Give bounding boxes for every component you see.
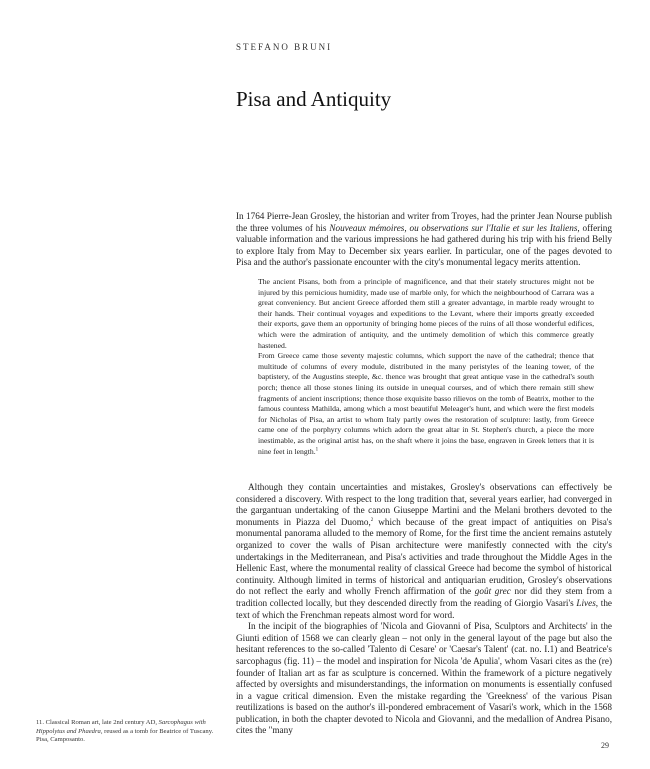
page-number: 29 <box>601 741 609 750</box>
intro-text-b: , offering valuable information and the various impressions he had gathered during his trip with his friend Belly to explore Italy from May to December six years earlier. In particular, one of the pages devoted to Pisa and the author's passionate encounter with the city's monumental legacy merits attention. <box>236 222 612 268</box>
body-paragraph-2: In the incipit of the biographies of 'Nicola and Giovanni of Pisa, Sculptors and Architects' in the Giunti edition of 1568 we can clearly glean – not only in the general layout of the page but also the hesitant references to the so-called 'Talento di Cesare' or 'Caesar's Talent' (cat. no. I.1) and Beatrice's sarcophagus (fig. 11) – the model and inspiration for Nicola 'de Apulia', whom Vasari cites as the (re) founder of Italian art as far as sculpture is concerned. Within the framework of a picture negatively affected by oversights and misunderstandings, the information on monuments is essentially confused in a vague critical dimension. Even the mistake regarding the 'Greekness' of the various Pisan reutilizations is based on the author's ill-pondered embracement of Vasari's work, which in the 1568 publication, in both the chapter devoted to Nicola and Giovanni, and the medallion of Andrea Pisano, cites the "many <box>236 621 612 736</box>
intro-text-a: In 1764 Pierre-Jean Grosley, the historian and writer from Troyes, had the printer Jean Nourse publish the three volumes of his <box>236 211 612 233</box>
quote-paragraph-2 <box>258 351 594 457</box>
footnote-ref-2: 2 <box>370 517 374 523</box>
figure-caption <box>36 719 216 745</box>
body-p1-text-c: nor did they stem from a tradition collected locally, but they descended directly from the reading of Giorgio Vasari's <box>236 586 612 608</box>
main-body <box>236 482 612 737</box>
body-p1-italic-gout-grec: goût grec <box>474 586 511 597</box>
body-paragraph-1 <box>236 482 612 621</box>
author-name: STEFANO BRUNI <box>236 42 333 52</box>
body-p1-text-d: , the text of which the Frenchman repeats almost word for word. <box>236 597 612 620</box>
quote-paragraph-1: The ancient Pisans, both from a principle of magnificence, and that their stately structures might not be injured by this pernicious humidity, made use of marble only, for which the neighbourhood of Carrara was a great conveniency. But ancient Greece afforded them still a greater advantage, in marble ready wrought to their hands. Their continual voyages and expeditions to the Levant, where their imports greatly exceeded their exports, gave them an opportunity of bringing home pieces of the ruins of all those wonderful edifices, which were the admiration of antiquity, and the untimely demolition of which this commerce greatly hastened. <box>258 277 594 350</box>
body-p1-italic-lives: Lives <box>576 597 596 608</box>
intro-paragraph <box>236 211 612 269</box>
body-p1-text-b: which because of the great impact of antiquities on Pisa's monumental panorama alluded to the memory of Rome, for the first time the ancient remains astutely organized to cover the walls of Pisan architecture were manifestly connected with the city's undertakings in the Mediterranean, and Pisa's activities and trade throughout the Middle Ages in the Hellenic East, where the monumental reality of classical Greece had become the symbol of historical continuity. Although limited in terms of historical and antiquarian erudition, Grosley's observations do not reflect the early and wholly French affirmation of the <box>236 516 613 597</box>
article-title: Pisa and Antiquity <box>236 87 392 111</box>
body-p1-text-a: Although they contain uncertainties and mistakes, Grosley's observations can effectively be considered a discovery. With respect to the long tradition that, several years earlier, had converged in the gargantuan undertaking of the canon Giuseppe Martini and the Melani brothers devoted to the monuments in Piazza del Duomo, <box>236 482 612 527</box>
caption-suffix: , reused as a tomb for Beatrice of Tuscany. Pisa, Camposanto. <box>36 727 214 744</box>
footnote-ref-1: 1 <box>315 446 319 452</box>
caption-prefix: 11. Classical Roman art, late 2nd century AD, <box>36 719 159 726</box>
intro-book-title: Nouveaux mémoires, ou observations sur l'Italie et sur les Italiens <box>329 222 578 233</box>
quote-paragraph-2-text: From Greece came those seventy majestic columns, which support the nave of the cathedral; thence that multitude of columns of every module, distributed in the many peristyles of the leaning tower, of the baptistery, of the Augustins steeple, &c. thence was brought that great antique vase in the cathedral's south porch; thence all those stones lining its outside in unequal courses, and of which there remain still shew fragments of ancient inscriptions; thence those exquisite basso rilievos on the tomb of Beatrix, mother to the famous countess Mathilda, among which a most beautiful Meleager's hunt, and which were the first models for Nicholas of Pisa, an artist to whom Italy partly owes the restoration of sculpture: lastly, from Greece came one of the porphyry columns which adorn the great altar in St. Stephen's church, a piece the more inestimable, as the original artist has, on the shaft where it joins the base, engraven in Greek letters that it is nine feet in length. <box>258 351 594 456</box>
caption-italic-title: Sarcophagus with Hippolytus and Phaedra <box>36 719 206 735</box>
block-quote <box>258 277 594 457</box>
